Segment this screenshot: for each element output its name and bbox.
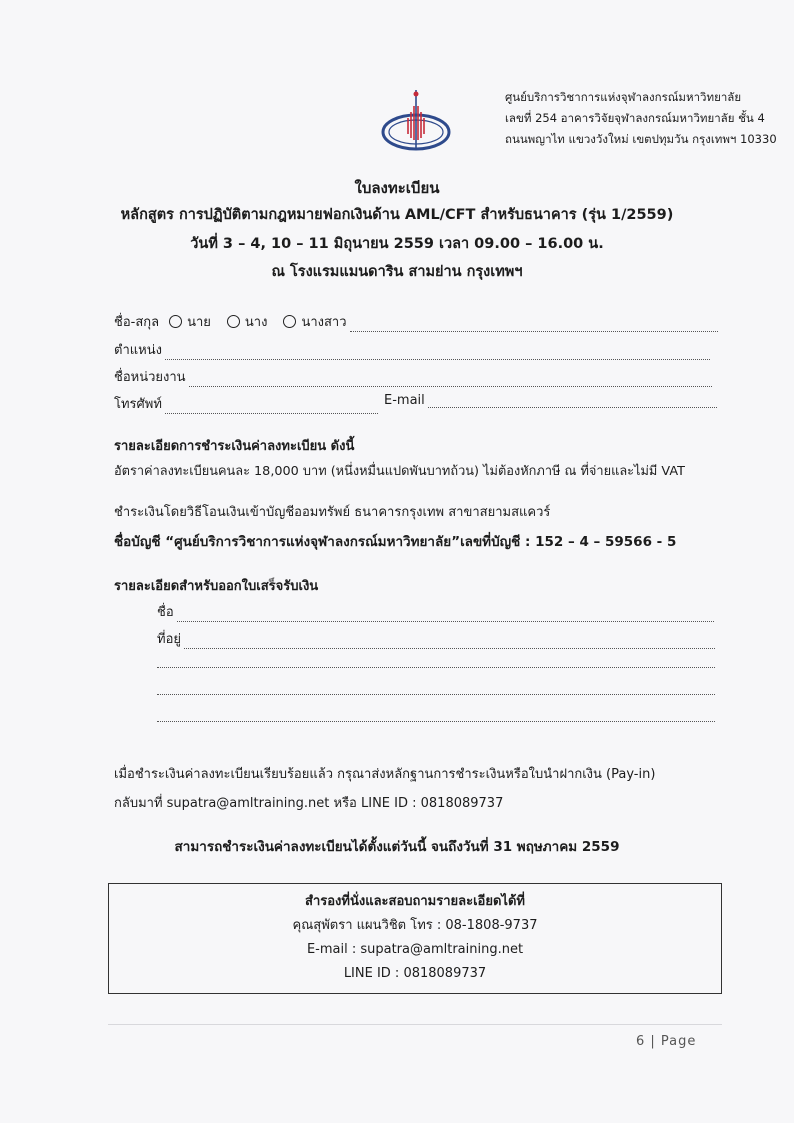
radio-circle-icon[interactable] xyxy=(169,315,182,328)
payment-method: ชำระเงินโดยวิธีโอนเงินเข้าบัญชีออมทรัพย์ ธนาคารกรุงเทพ สาขาสยามสแควร์ xyxy=(114,505,551,520)
receipt-address-row xyxy=(157,655,715,668)
position-row xyxy=(114,339,710,360)
receipt-address-field[interactable] xyxy=(157,682,715,695)
org-name: ศูนย์บริการวิชาการแห่งจุฬาลงกรณ์มหาวิทยาลัย xyxy=(505,90,742,104)
radio-circle-icon[interactable] xyxy=(283,315,296,328)
payment-fee: อัตราค่าลงทะเบียนคนละ 18,000 บาท (หนึ่งหมื่นแปดพันบาทถ้วน) ไม่ต้องหักภาษี ณ ที่จ่ายและไม่มี VAT xyxy=(114,464,685,479)
contact-person: คุณสุพัตรา แผนวิชิต โทร : 08-1808-9737 xyxy=(292,918,538,933)
position-field[interactable] xyxy=(165,347,710,360)
payment-note: เมื่อชำระเงินค่าลงทะเบียนเรียบร้อยแล้ว กรุณาส่งหลักฐานการชำระเงินหรือใบนำฝากเงิน (Pay-in) xyxy=(114,767,656,782)
page-title: ใบลงทะเบียน xyxy=(354,179,440,197)
receipt-address-row xyxy=(157,709,715,722)
phone-row xyxy=(114,393,378,414)
receipt-heading: รายละเอียดสำหรับออกใบเสร็จรับเงิน xyxy=(114,579,319,594)
page-number: 6 | Page xyxy=(636,1034,697,1049)
receipt-address-field[interactable] xyxy=(184,636,715,649)
payment-note-contact: กลับมาที่ supatra@amltraining.net หรือ LINE ID : 0818089737 xyxy=(114,796,504,811)
contact-heading: สำรองที่นั่งและสอบถามรายละเอียดได้ที่ xyxy=(305,894,525,909)
title-option-mr[interactable]: นาย xyxy=(159,311,211,332)
name-label: ชื่อ-สกุล xyxy=(114,315,160,330)
contact-box xyxy=(108,883,722,994)
email-row xyxy=(384,393,717,408)
org-address-line2: ถนนพญาไท แขวงวังใหม่ เขตปทุมวัน กรุงเทพฯ 10330 xyxy=(505,132,777,146)
payment-deadline: สามารถชำระเงินค่าลงทะเบียนได้ตั้งแต่วันนี้ จนถึงวันที่ 31 พฤษภาคม 2559 xyxy=(174,839,620,855)
receipt-address-field[interactable] xyxy=(157,655,715,668)
receipt-address-row xyxy=(157,682,715,695)
contact-line-id: LINE ID : 0818089737 xyxy=(343,966,487,981)
organization-label: ชื่อหน่วยงาน xyxy=(114,370,186,385)
org-address-line1: เลขที่ 254 อาคารวิจัยจุฬาลงกรณ์มหาวิทยาลัย ชั้น 4 xyxy=(505,111,765,125)
position-label: ตำแหน่ง xyxy=(114,343,162,358)
email-field[interactable] xyxy=(428,395,717,408)
phone-label: โทรศัพท์ xyxy=(114,397,162,412)
receipt-name-row xyxy=(157,601,714,622)
course-date: วันที่ 3 – 4, 10 – 11 มิถุนายน 2559 เวลา 09.00 – 16.00 น. xyxy=(190,236,604,252)
payment-heading: รายละเอียดการชำระเงินค่าลงทะเบียน ดังนี้ xyxy=(114,439,355,454)
phone-field[interactable] xyxy=(165,401,378,414)
course-title: หลักสูตร การปฏิบัติตามกฎหมายฟอกเงินด้าน AML/CFT สำหรับธนาคาร (รุ่น 1/2559) xyxy=(120,207,674,223)
receipt-address-row xyxy=(157,628,715,649)
receipt-name-field[interactable] xyxy=(177,609,714,622)
title-option-miss[interactable]: นางสาว xyxy=(267,311,346,332)
email-label: E-mail xyxy=(384,393,425,408)
course-venue: ณ โรงแรมแมนดาริน สามย่าน กรุงเทพฯ xyxy=(271,264,523,280)
organization-field[interactable] xyxy=(189,374,712,387)
receipt-name-label: ชื่อ xyxy=(157,605,174,620)
name-field[interactable] xyxy=(350,319,718,332)
organization-row xyxy=(114,366,712,387)
title-option-mrs[interactable]: นาง xyxy=(211,311,268,332)
contact-email: E-mail : supatra@amltraining.net xyxy=(306,942,524,957)
radio-circle-icon[interactable] xyxy=(227,315,240,328)
receipt-address-field[interactable] xyxy=(157,709,715,722)
bank-account: ชื่อบัญชี “ศูนย์บริการวิชาการแห่งจุฬาลงกรณ์มหาวิทยาลัย”เลขที่บัญชี : 152 – 4 – 59566 - 5 xyxy=(114,534,677,550)
university-logo xyxy=(378,88,454,164)
receipt-address-label: ที่อยู่ xyxy=(157,632,181,647)
name-row xyxy=(114,311,718,332)
footer-divider xyxy=(108,1024,722,1025)
